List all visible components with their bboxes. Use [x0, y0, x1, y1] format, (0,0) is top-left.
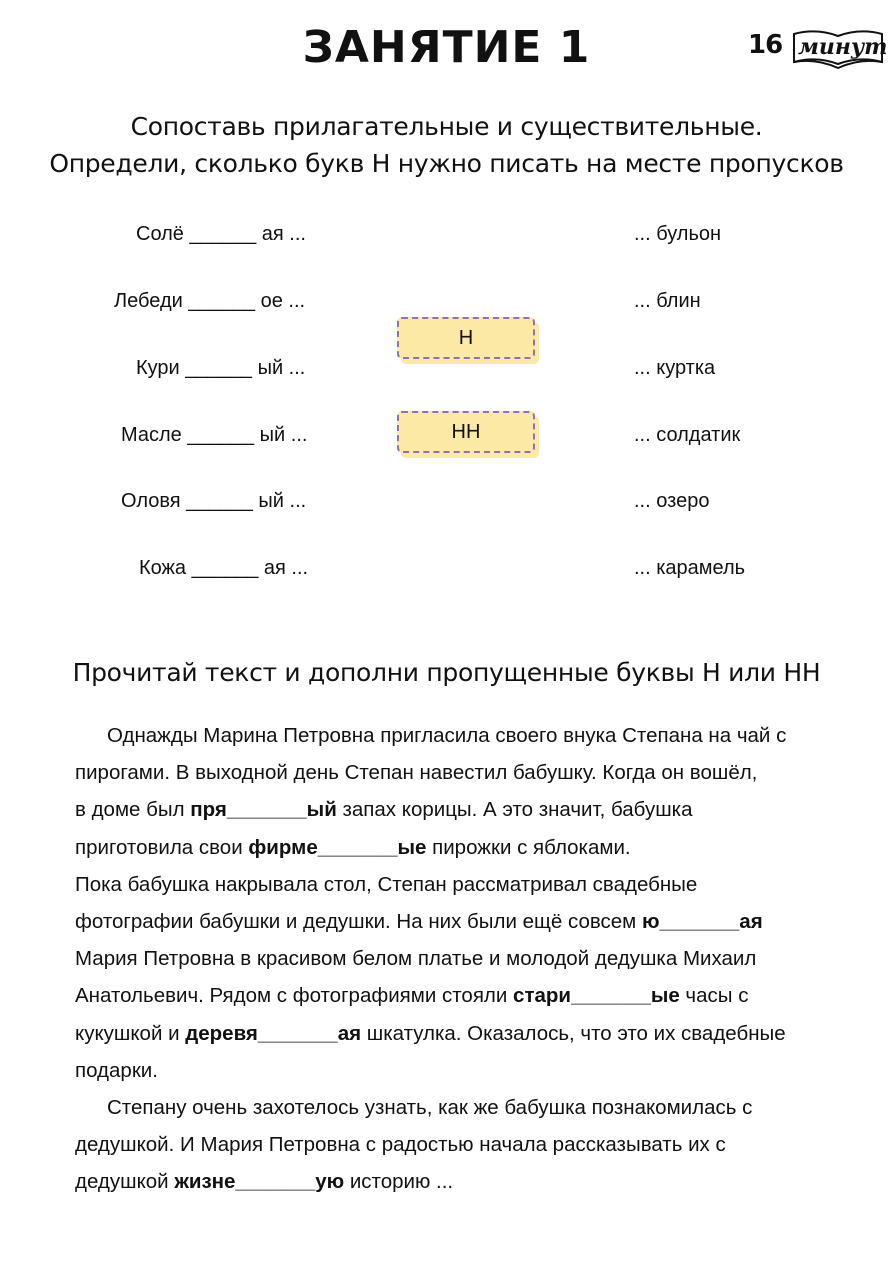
gap-word[interactable]: стари_______ые [513, 984, 680, 1008]
left-item-1: Солё ______ ая ... [136, 223, 306, 245]
text-line: Анатольевич. Рядом с фотографиями стояли стари_______ые часы с [75, 984, 749, 1008]
page-title: ЗАНЯТИЕ 1 [302, 22, 591, 73]
right-item-1: ... бульон [634, 223, 722, 245]
left-item-4: Масле ______ ый ... [121, 424, 308, 446]
gap-word[interactable]: фирме_______ые [248, 835, 427, 859]
task1-instruction-line2: Определи, сколько букв Н нужно писать на месте пропусков [49, 149, 844, 178]
story-text [75, 717, 865, 1201]
text-line: Степану очень захотелось узнать, как же бабушка познакомилась с [107, 1096, 753, 1120]
right-item-2: ... блин [634, 290, 701, 312]
right-item-6: ... карамель [634, 557, 746, 579]
text-line: Однажды Марина Петровна пригласила своего внука Степана на чай с [107, 724, 787, 747]
left-item-2: Лебеди ______ ое ... [114, 290, 306, 312]
left-item-5: Оловя ______ ый ... [121, 490, 307, 512]
left-item-3: Кури ______ ый ... [136, 357, 306, 379]
task2-instruction: Прочитай текст и дополни пропущенные буквы Н или НН [72, 658, 821, 687]
text-line: кукушкой и деревя_______ая шкатулка. Оказалось, что это их свадебные [75, 1021, 786, 1045]
gap-word[interactable]: деревя_______ая [185, 1021, 362, 1045]
gap-word[interactable]: жизне_______ую [174, 1170, 345, 1194]
text-line: приготовила свои фирме_______ые пирожки с яблоками. [75, 835, 631, 859]
task1-instruction [0, 108, 893, 182]
logo-number: 16 [748, 30, 783, 60]
text-line: в доме был пря_______ый запах корицы. А это значит, бабушка [75, 798, 693, 822]
right-item-3: ... куртка [634, 357, 716, 379]
text-line: Пока бабушка накрывала стол, Степан рассматривал свадебные [75, 872, 698, 896]
text-line: фотографии бабушки и дедушки. На них были ещё совсем ю_______ая [75, 910, 763, 934]
text-line: пирогами. В выходной день Степан навестил бабушку. Когда он вошёл, [75, 761, 758, 785]
answer-card-n[interactable]: Н [397, 317, 535, 359]
answer-card-nn[interactable]: НН [397, 411, 535, 453]
text-line: подарки. [75, 1058, 158, 1082]
text-line: дедушкой жизне_______ую историю ... [75, 1170, 454, 1194]
brand-logo [748, 26, 886, 72]
right-item-4: ... солдатик [634, 424, 741, 446]
right-item-5: ... озеро [634, 490, 710, 512]
gap-word[interactable]: пря_______ый [190, 798, 337, 822]
text-line: Мария Петровна в красивом белом платье и молодой дедушка Михаил [75, 947, 757, 971]
task1-instruction-line1: Сопоставь прилагательные и существительные. [130, 112, 763, 141]
text-line: дедушкой. И Мария Петровна с радостью начала рассказывать их с [75, 1133, 726, 1157]
left-item-6: Кожа ______ ая ... [139, 557, 309, 579]
logo-word: минут [798, 34, 888, 60]
gap-word[interactable]: ю_______ая [641, 910, 763, 934]
